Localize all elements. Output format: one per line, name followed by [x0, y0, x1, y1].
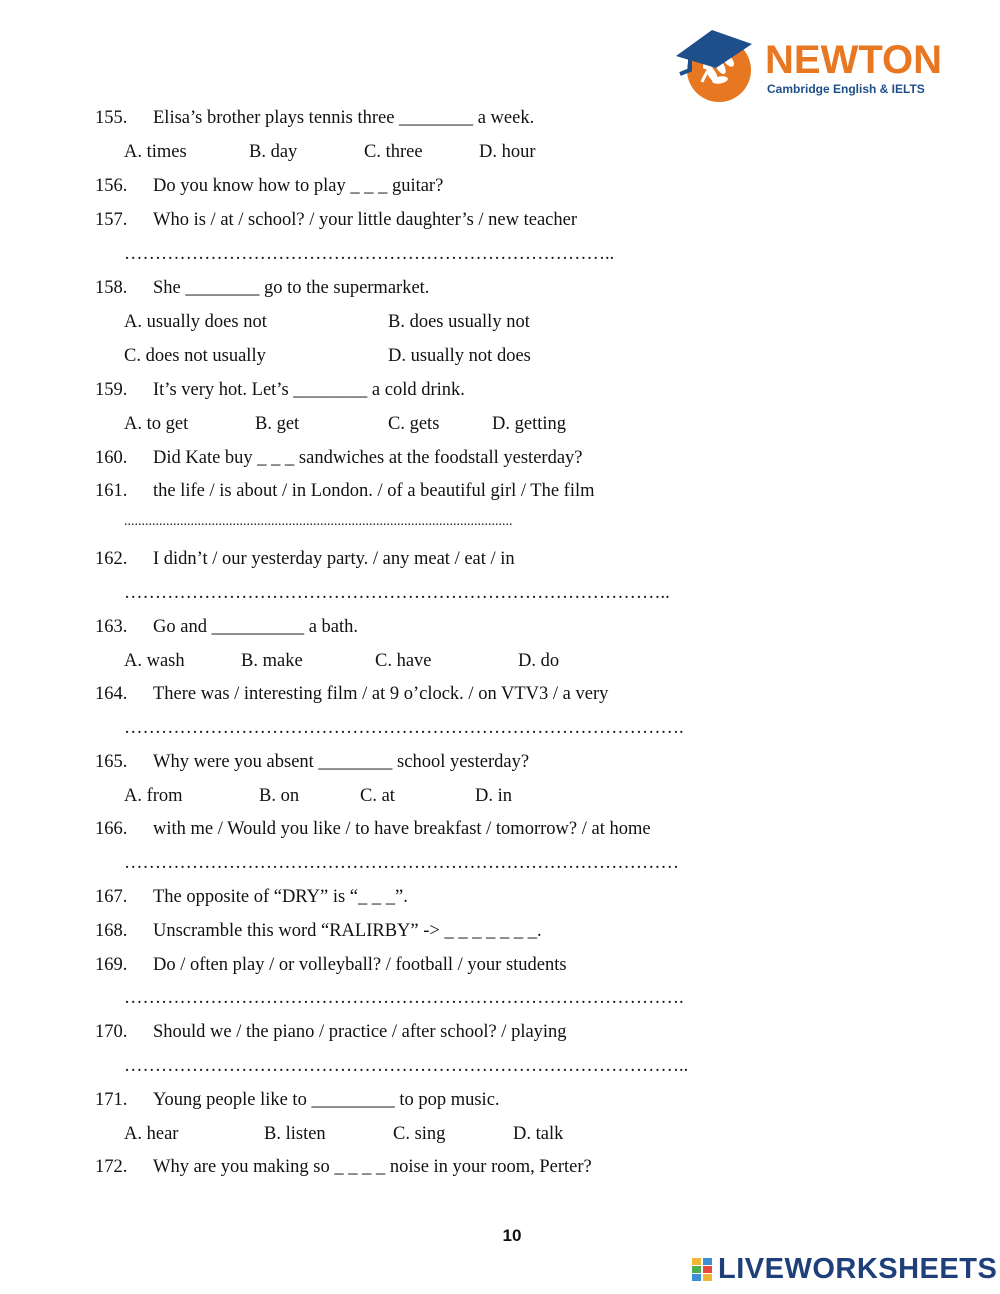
option-a[interactable]: A. usually does not — [124, 312, 267, 332]
question-number: 169. — [95, 955, 128, 975]
page-number: 10 — [502, 1226, 522, 1245]
answer-line-164[interactable]: ………………………………………………………………………………. — [124, 718, 684, 738]
question-167 — [95, 887, 408, 908]
question-number: 168. — [95, 921, 128, 941]
question-text: Unscramble this word “RALIRBY” -> _ _ _ _ _ _ _. — [153, 921, 542, 941]
option-a[interactable]: A. hear — [124, 1124, 179, 1144]
question-text: the life / is about / in London. / of a beautiful girl / The film — [153, 481, 595, 501]
answer-line-161[interactable]: ............................................................................................................... — [124, 514, 513, 529]
question-text: Do you know how to play _ _ _ guitar? — [153, 176, 444, 196]
question-number: 170. — [95, 1022, 128, 1042]
option-c[interactable]: C. does not usually — [124, 346, 266, 366]
option-b[interactable]: B. get — [255, 414, 300, 434]
answer-line-170[interactable]: ……………………………………………………………………………….. — [124, 1056, 689, 1076]
question-number: 171. — [95, 1090, 128, 1110]
question-text: She ________ go to the supermarket. — [153, 278, 430, 298]
question-number: 155. — [95, 108, 128, 128]
question-156 — [95, 176, 443, 197]
question-155 — [95, 108, 534, 129]
logo-tagline: Cambridge English & IELTS — [767, 82, 925, 96]
question-number: 172. — [95, 1157, 128, 1177]
question-number: 167. — [95, 887, 128, 907]
question-170 — [95, 1022, 567, 1043]
option-a[interactable]: A. to get — [124, 414, 189, 434]
logo-name: NEWTON — [765, 38, 943, 82]
question-text: Elisa’s brother plays tennis three ________ a week. — [153, 108, 535, 128]
option-c[interactable]: C. at — [360, 786, 395, 806]
option-d[interactable]: D. in — [475, 786, 512, 806]
question-text: Should we / the piano / practice / after school? / playing — [153, 1022, 567, 1042]
option-b[interactable]: B. day — [249, 142, 298, 162]
option-b[interactable]: B. make — [241, 651, 303, 671]
option-c[interactable]: C. have — [375, 651, 432, 671]
newton-emblem-icon — [672, 22, 762, 106]
option-a[interactable]: A. times — [124, 142, 187, 162]
answer-line-166[interactable]: ……………………………………………………………………………… — [124, 853, 679, 873]
question-157 — [95, 210, 577, 231]
question-number: 156. — [95, 176, 128, 196]
question-number: 157. — [95, 210, 128, 230]
option-c[interactable]: C. sing — [393, 1124, 446, 1144]
question-text: It’s very hot. Let’s ________ a cold drink. — [153, 380, 465, 400]
answer-line-162[interactable]: …………………………………………………………………………….. — [124, 583, 670, 603]
option-a[interactable]: A. wash — [124, 651, 185, 671]
option-b[interactable]: B. listen — [264, 1124, 326, 1144]
question-165 — [95, 752, 529, 773]
newton-logo — [672, 22, 942, 106]
question-162 — [95, 549, 515, 570]
option-c[interactable]: C. gets — [388, 414, 440, 434]
question-text: Why were you absent ________ school yesterday? — [153, 752, 530, 772]
question-number: 166. — [95, 819, 128, 839]
option-c[interactable]: C. three — [364, 142, 423, 162]
question-text: I didn’t / our yesterday party. / any meat / eat / in — [153, 549, 515, 569]
question-159 — [95, 380, 465, 401]
option-a[interactable]: A. from — [124, 786, 183, 806]
question-text: There was / interesting film / at 9 o’clock. / on VTV3 / a very — [153, 684, 609, 704]
answer-line-169[interactable]: ………………………………………………………………………………. — [124, 988, 684, 1008]
question-text: Go and __________ a bath. — [153, 617, 359, 637]
question-text: Do / often play / or volleyball? / football / your students — [153, 955, 567, 975]
question-164 — [95, 684, 608, 705]
answer-line-157[interactable]: …………………………………………………………………….. — [124, 244, 615, 264]
question-160 — [95, 448, 583, 469]
option-d[interactable]: D. do — [518, 651, 560, 671]
option-d[interactable]: D. hour — [479, 142, 536, 162]
liveworksheets-blocks-icon — [692, 1258, 714, 1282]
question-text: Who is / at / school? / your little daughter’s / new teacher — [153, 210, 578, 230]
question-158 — [95, 278, 429, 299]
option-d[interactable]: D. talk — [513, 1124, 564, 1144]
question-number: 160. — [95, 448, 128, 468]
question-166 — [95, 819, 651, 840]
option-b[interactable]: B. does usually not — [388, 312, 530, 332]
question-text: The opposite of “DRY” is “_ _ _”. — [153, 887, 408, 907]
question-number: 164. — [95, 684, 128, 704]
question-text: with me / Would you like / to have breakfast / tomorrow? / at home — [153, 819, 651, 839]
question-number: 158. — [95, 278, 128, 298]
question-text: Did Kate buy _ _ _ sandwiches at the foodstall yesterday? — [153, 448, 583, 468]
question-168 — [95, 921, 542, 942]
question-text: Young people like to _________ to pop music. — [153, 1090, 500, 1110]
question-161 — [95, 481, 595, 502]
liveworksheets-logo — [692, 1253, 998, 1285]
question-text: Why are you making so _ _ _ _ noise in your room, Perter? — [153, 1157, 592, 1177]
option-d[interactable]: D. usually not does — [388, 346, 531, 366]
question-number: 159. — [95, 380, 128, 400]
liveworksheets-wordmark: LIVEWORKSHEETS — [718, 1253, 998, 1285]
question-172 — [95, 1157, 592, 1178]
option-d[interactable]: D. getting — [492, 414, 566, 434]
question-169 — [95, 955, 567, 976]
question-163 — [95, 617, 358, 638]
question-number: 162. — [95, 549, 128, 569]
question-number: 161. — [95, 481, 128, 501]
question-number: 165. — [95, 752, 128, 772]
question-number: 163. — [95, 617, 128, 637]
option-b[interactable]: B. on — [259, 786, 300, 806]
question-171 — [95, 1090, 500, 1111]
